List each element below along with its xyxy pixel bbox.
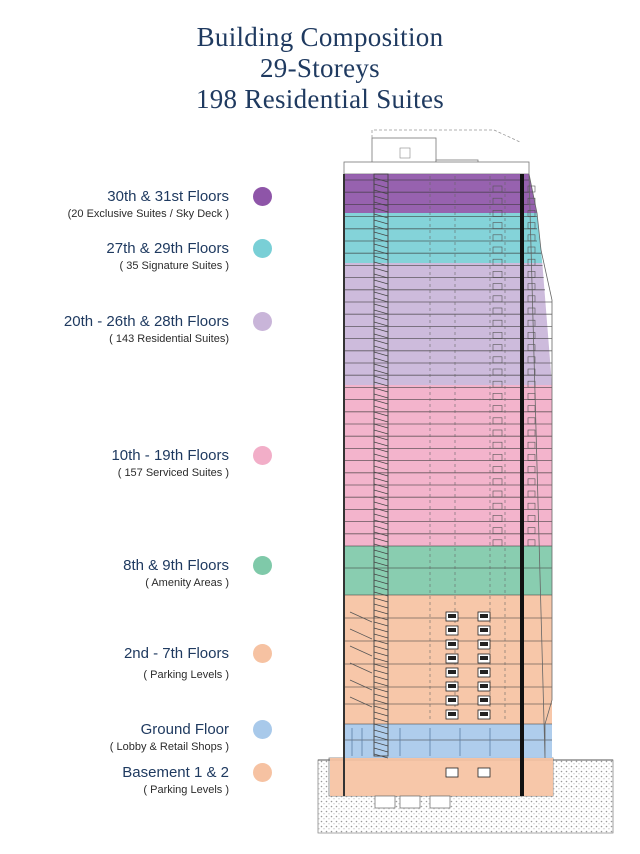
roof-vent xyxy=(400,148,410,158)
car-window xyxy=(448,614,456,618)
car-window xyxy=(480,684,488,688)
legend-name: Basement 1 & 2 xyxy=(122,764,229,781)
zone-basement xyxy=(330,758,553,796)
car-window xyxy=(448,642,456,646)
car-window xyxy=(480,642,488,646)
title-suites: 198 Residential Suites xyxy=(195,84,445,114)
title-heading: Building Composition xyxy=(196,22,444,52)
car-icon xyxy=(446,768,458,777)
legend-name: 2nd - 7th Floors xyxy=(123,645,229,662)
car-window xyxy=(448,712,456,716)
car-window xyxy=(480,670,488,674)
roof-parapet xyxy=(344,162,529,174)
legend-sub: ( 157 Serviced Suites ) xyxy=(117,467,229,479)
legend-name: Ground Floor xyxy=(140,721,229,738)
title-storeys: 29-Storeys xyxy=(260,53,380,83)
legend-sub: (20 Exclusive Suites / Sky Deck ) xyxy=(67,208,229,220)
legend-sub: ( Parking Levels ) xyxy=(143,669,229,681)
car-window xyxy=(480,656,488,660)
legend-name: 20th - 26th & 28th Floors xyxy=(63,313,229,330)
legend-sub: ( Lobby & Retail Shops ) xyxy=(109,741,229,753)
car-icon xyxy=(478,768,490,777)
footing xyxy=(430,796,450,808)
legend-sub: ( 35 Signature Suites ) xyxy=(119,260,229,272)
car-window xyxy=(448,628,456,632)
legend-sub: ( Parking Levels ) xyxy=(143,784,229,796)
car-window xyxy=(448,684,456,688)
car-window xyxy=(448,698,456,702)
legend-name: 30th & 31st Floors xyxy=(107,188,229,205)
legend-name: 27th & 29th Floors xyxy=(106,240,229,257)
car-window xyxy=(480,698,488,702)
footing xyxy=(400,796,420,808)
car-window xyxy=(448,670,456,674)
legend-sub: ( Amenity Areas ) xyxy=(145,577,229,589)
legend-name: 10th - 19th Floors xyxy=(111,447,229,464)
car-window xyxy=(480,628,488,632)
car-window xyxy=(448,656,456,660)
car-window xyxy=(480,712,488,716)
car-window xyxy=(480,614,488,618)
footing xyxy=(375,796,395,808)
legend-sub: ( 143 Residential Suites) xyxy=(109,333,229,345)
legend-name: 8th & 9th Floors xyxy=(123,557,229,574)
